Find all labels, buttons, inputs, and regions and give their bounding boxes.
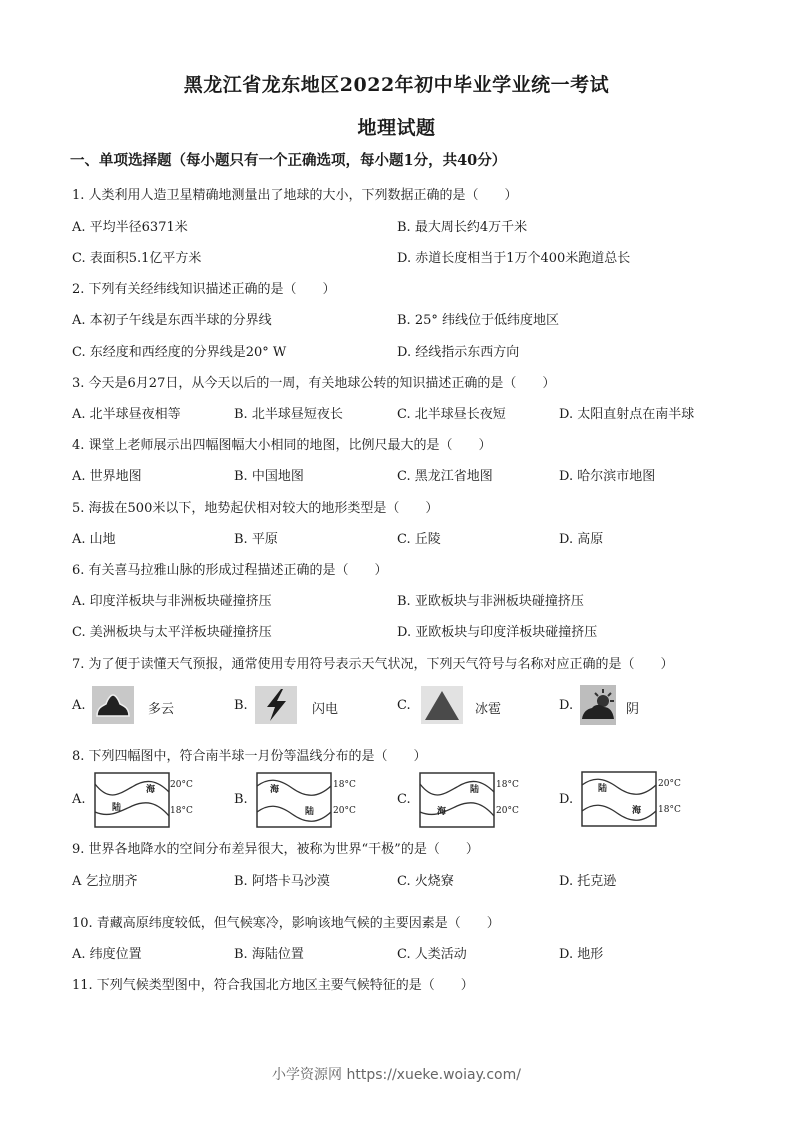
q1-option-c[interactable]: C. 表面积5.1亿平方米 [72,251,202,266]
q6-option-b[interactable]: B. 亚欧板块与非洲板块碰撞挤压 [397,594,584,609]
lower-region-label: 海 [632,806,642,816]
q9-option-b[interactable]: B. 阿塔卡马沙漠 [234,874,330,889]
cloud-icon [92,686,134,724]
isotherm-diagram-c [419,772,505,830]
question-10-stem: 10. 青藏高原纬度较低，但气候寒冷，影响该地气候的主要因素是（ ） [72,916,500,931]
q5-option-b[interactable]: B. 平原 [234,532,278,547]
q2-option-b[interactable]: B. 25° 纬线位于低纬度地区 [397,313,559,328]
q1-option-d[interactable]: D. 赤道长度相当于1万个400米跑道总长 [397,251,631,266]
question-7-stem: 7. 为了便于读懂天气预报，通常使用专用符号表示天气状况，下列天气符号与名称对应正确的是（ ） [72,657,674,672]
option-label: 冰雹 [475,702,502,717]
q9-option-a[interactable]: A 乞拉朋齐 [72,874,138,889]
q3-option-d[interactable]: D. 太阳直射点在南半球 [559,407,695,422]
option-label: 多云 [148,702,175,717]
option-letter: D. [559,698,574,713]
question-8-stem: 8. 下列四幅图中，符合南半球一月份等温线分布的是（ ） [72,749,427,764]
lower-region-label: 海 [437,807,447,817]
bottom-isotherm-label: 18°C [658,805,681,815]
isotherm-diagram-a [94,772,180,830]
question-1-stem: 1. 人类利用人造卫星精确地测量出了地球的大小，下列数据正确的是（ ） [72,188,518,203]
question-4-stem: 4. 课堂上老师展示出四幅图幅大小相同的地图，比例尺最大的是（ ） [72,438,492,453]
exam-title: 黑龙江省龙东地区2022年初中毕业学业统一考试 [183,74,610,96]
q5-option-a[interactable]: A. 山地 [72,532,116,547]
question-9-stem: 9. 世界各地降水的空间分布差异很大，被称为世界“干极”的是（ ） [72,842,479,857]
q6-option-a[interactable]: A. 印度洋板块与非洲板块碰撞挤压 [72,594,272,609]
q4-option-a[interactable]: A. 世界地图 [72,469,142,484]
question-2-stem: 2. 下列有关经纬线知识描述正确的是（ ） [72,282,336,297]
q3-option-a[interactable]: A. 北半球昼夜相等 [72,407,181,422]
q4-option-d[interactable]: D. 哈尔滨市地图 [559,469,656,484]
isotherm-diagram-b [256,772,342,830]
q5-option-c[interactable]: C. 丘陵 [397,532,441,547]
option-letter: C. [397,698,411,713]
bottom-isotherm-label: 18°C [170,806,193,816]
q10-option-a[interactable]: A. 纬度位置 [72,947,142,962]
top-isotherm-label: 18°C [333,780,356,790]
isotherm-diagram-d [581,771,667,829]
upper-region-label: 陆 [598,784,608,794]
option-letter: C. [397,792,411,807]
q4-option-c[interactable]: C. 黑龙江省地图 [397,469,493,484]
q5-option-d[interactable]: D. 高原 [559,532,604,547]
question-6-stem: 6. 有关喜马拉雅山脉的形成过程描述正确的是（ ） [72,563,388,578]
q1-option-b[interactable]: B. 最大周长约4万千米 [397,220,528,235]
sun-behind-cloud-icon [580,685,616,725]
q9-option-d[interactable]: D. 托克逊 [559,874,617,889]
q2-option-a[interactable]: A. 本初子午线是东西半球的分界线 [72,313,272,328]
q10-option-d[interactable]: D. 地形 [559,947,604,962]
q6-option-d[interactable]: D. 亚欧板块与印度洋板块碰撞挤压 [397,625,598,640]
option-letter: D. [559,792,574,807]
option-label: 闪电 [312,702,339,717]
q3-option-b[interactable]: B. 北半球昼短夜长 [234,407,343,422]
hail-triangle-icon [421,686,463,724]
question-11-stem: 11. 下列气候类型图中，符合我国北方地区主要气候特征的是（ ） [72,978,474,993]
q10-option-b[interactable]: B. 海陆位置 [234,947,304,962]
question-5-stem: 5. 海拔在500米以下，地势起伏相对较大的地形类型是（ ） [72,501,439,516]
upper-region-label: 海 [270,785,280,795]
top-isotherm-label: 20°C [658,779,681,789]
exam-subtitle: 地理试题 [357,117,436,139]
q10-option-c[interactable]: C. 人类活动 [397,947,467,962]
q9-option-c[interactable]: C. 火烧寮 [397,874,454,889]
question-3-stem: 3. 今天是6月27日，从今天以后的一周，有关地球公转的知识描述正确的是（ ） [72,376,556,391]
lower-region-label: 陆 [305,807,315,817]
top-isotherm-label: 18°C [496,780,519,790]
option-letter: A. [72,698,86,713]
upper-region-label: 陆 [470,785,480,795]
section-heading: 一、单项选择题（每小题只有一个正确选项，每小题1分，共40分） [70,152,507,169]
lower-region-label: 陆 [112,803,122,813]
q4-option-b[interactable]: B. 中国地图 [234,469,304,484]
option-letter: A. [72,792,86,807]
q3-option-c[interactable]: C. 北半球昼长夜短 [397,407,506,422]
top-isotherm-label: 20°C [170,780,193,790]
q2-option-c[interactable]: C. 东经度和西经度的分界线是20° W [72,345,287,360]
option-label: 阴 [626,702,640,717]
q2-option-d[interactable]: D. 经线指示东西方向 [397,345,520,360]
option-letter: B. [234,792,248,807]
bottom-isotherm-label: 20°C [333,806,356,816]
q1-option-a[interactable]: A. 平均半径6371米 [72,220,188,235]
lightning-icon [255,686,297,724]
upper-region-label: 海 [146,785,156,795]
q6-option-c[interactable]: C. 美洲板块与太平洋板块碰撞挤压 [72,625,272,640]
option-letter: B. [234,698,248,713]
bottom-isotherm-label: 20°C [496,806,519,816]
footer-watermark[interactable]: 小学资源网 https://xueke.woiay.com/ [272,1067,521,1083]
